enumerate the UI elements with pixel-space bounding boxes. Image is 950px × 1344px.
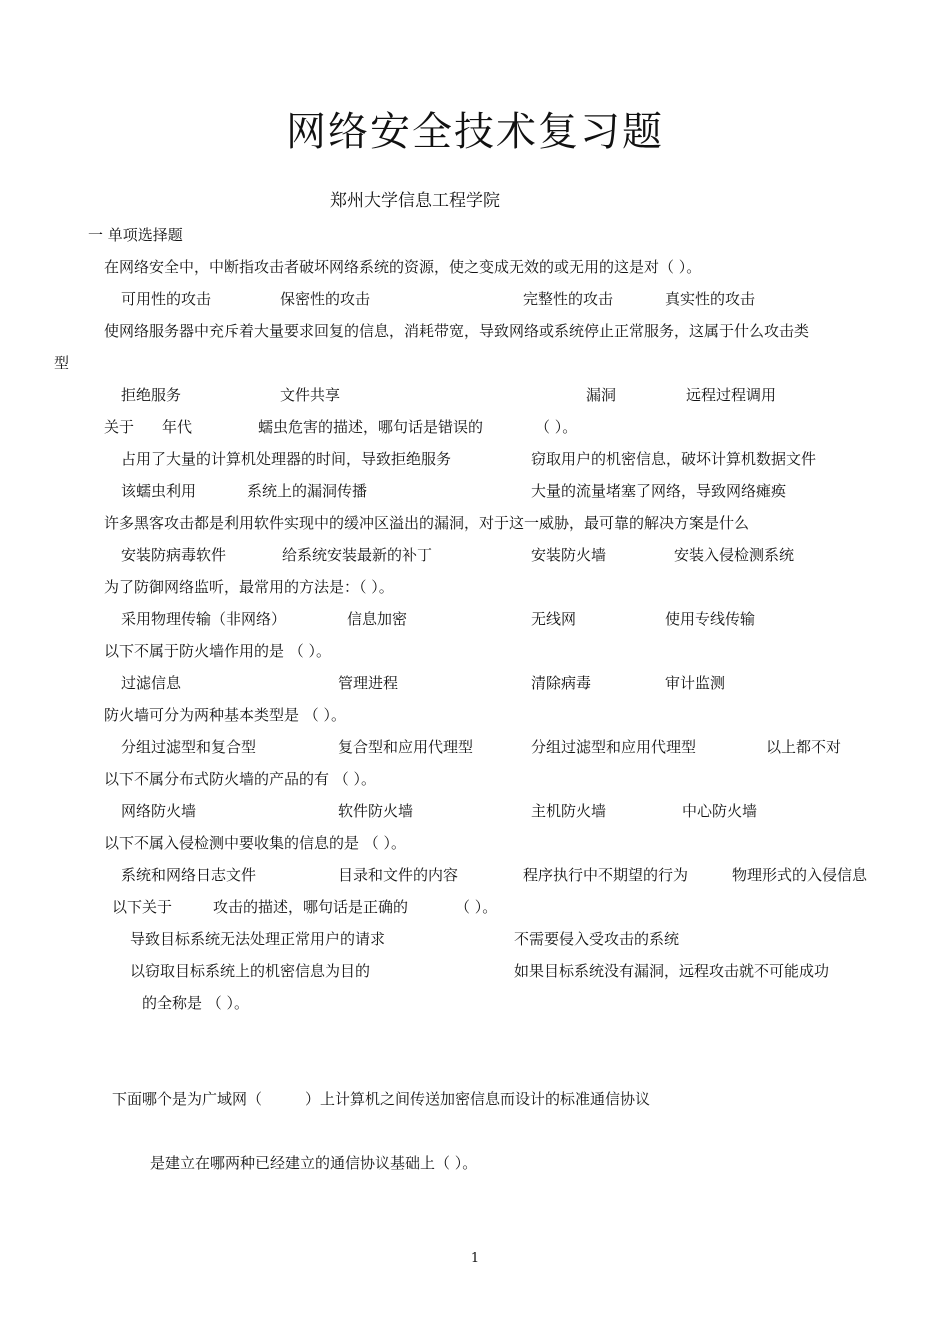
option: 不需要侵入受攻击的系统 [514, 930, 680, 948]
question-stem: 关于 [104, 418, 135, 436]
section-heading: 一 单项选择题 [88, 226, 183, 244]
option: 保密性的攻击 [280, 290, 371, 308]
question-stem: 为了防御网络监听，最常用的方法是：（ ）。 [104, 578, 394, 596]
option: 分组过滤型和应用代理型 [531, 738, 697, 756]
option: 系统和网络日志文件 [121, 866, 257, 884]
option: 无线网 [531, 610, 577, 628]
option: 远程过程调用 [686, 386, 777, 404]
option: 文件共享 [280, 386, 341, 404]
question-stem: ）上计算机之间传送加密信息而设计的标准通信协议 [305, 1090, 651, 1108]
option: 信息加密 [347, 610, 408, 628]
question-stem: 以下不属入侵检测中要收集的信息的是 （ ）。 [104, 834, 407, 852]
option: 安装入侵检测系统 [674, 546, 795, 564]
option: 使用专线传输 [665, 610, 756, 628]
option: 占用了大量的计算机处理器的时间，导致拒绝服务 [121, 450, 452, 468]
option: 可用性的攻击 [121, 290, 212, 308]
option: 管理进程 [338, 674, 399, 692]
page-number: 1 [470, 1251, 480, 1266]
question-stem: 在网络安全中，中断指攻击者破坏网络系统的资源，使之变成无效的或无用的这是对（ ）。 [104, 258, 702, 276]
option: 过滤信息 [121, 674, 182, 692]
question-stem: 的全称是 （ ）。 [142, 994, 250, 1012]
option: 该蠕虫利用 [121, 482, 197, 500]
option: 分组过滤型和复合型 [121, 738, 257, 756]
question-stem-continued: 型 [54, 354, 70, 372]
option: 网络防火墙 [121, 802, 197, 820]
document-title: 网络安全技术复习题 [286, 109, 664, 155]
option: 主机防火墙 [531, 802, 607, 820]
option: 软件防火墙 [338, 802, 414, 820]
question-stem: （ ）。 [455, 898, 498, 916]
question-stem: （ ）。 [535, 418, 578, 436]
question-stem: 下面哪个是为广域网（ [112, 1090, 263, 1108]
option: 真实性的攻击 [665, 290, 756, 308]
option: 中心防火墙 [682, 802, 758, 820]
option: 给系统安装最新的补丁 [282, 546, 433, 564]
option: 清除病毒 [531, 674, 592, 692]
option: 复合型和应用代理型 [338, 738, 474, 756]
option: 系统上的漏洞传播 [247, 482, 368, 500]
option: 漏洞 [586, 386, 617, 404]
option: 安装防病毒软件 [121, 546, 227, 564]
question-stem: 年代 [162, 418, 193, 436]
question-stem: 使网络服务器中充斥着大量要求回复的信息，消耗带宽，导致网络或系统停止正常服务，这属于什么攻击类 [104, 322, 810, 340]
question-stem: 许多黑客攻击都是利用软件实现中的缓冲区溢出的漏洞，对于这一威胁，最可靠的解决方案是什么 [104, 514, 750, 532]
option: 审计监测 [665, 674, 726, 692]
question-stem: 防火墙可分为两种基本类型是 （ ）。 [104, 706, 347, 724]
option: 物理形式的入侵信息 [732, 866, 868, 884]
option: 如果目标系统没有漏洞，远程攻击就不可能成功 [514, 962, 830, 980]
question-stem: 以下不属于防火墙作用的是 （ ）。 [104, 642, 332, 660]
option: 程序执行中不期望的行为 [523, 866, 689, 884]
option: 拒绝服务 [121, 386, 182, 404]
option: 以上都不对 [766, 738, 842, 756]
option: 大量的流量堵塞了网络，导致网络瘫痪 [531, 482, 787, 500]
option: 目录和文件的内容 [338, 866, 459, 884]
option: 采用物理传输（非网络） [121, 610, 287, 628]
question-stem: 是建立在哪两种已经建立的通信协议基础上（ ）。 [150, 1154, 478, 1172]
option: 窃取用户的机密信息，破坏计算机数据文件 [531, 450, 817, 468]
question-stem: 以下不属分布式防火墙的产品的有 （ ）。 [104, 770, 377, 788]
option: 安装防火墙 [531, 546, 607, 564]
document-subtitle: 郑州大学信息工程学院 [330, 191, 500, 211]
question-stem: 以下关于 [112, 898, 173, 916]
option: 以窃取目标系统上的机密信息为目的 [130, 962, 371, 980]
question-stem: 蠕虫危害的描述，哪句话是错误的 [258, 418, 484, 436]
option: 导致目标系统无法处理正常用户的请求 [130, 930, 386, 948]
question-stem: 攻击的描述，哪句话是正确的 [213, 898, 409, 916]
option: 完整性的攻击 [523, 290, 614, 308]
